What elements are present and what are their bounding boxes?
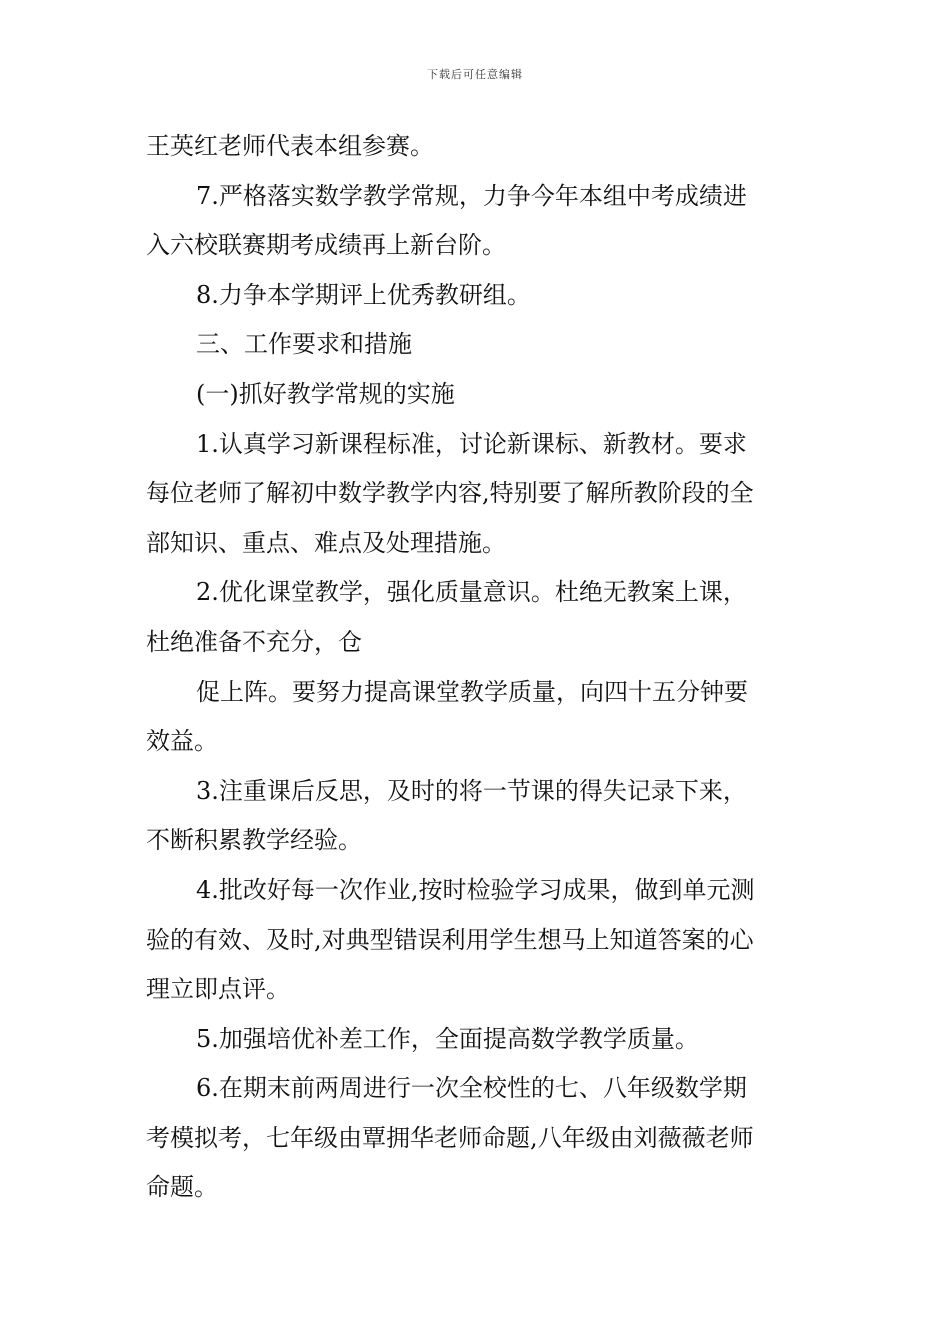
document-line: 命题。	[146, 1173, 218, 1202]
document-line: 效益。	[146, 727, 218, 756]
document-line: 5.加强培优补差工作，全面提高数学教学质量。	[196, 1024, 699, 1053]
document-line: 6.在期末前两周进行一次全校性的七、八年级数学期	[196, 1074, 747, 1103]
document-line: 8.力争本学期评上优秀教研组。	[196, 280, 531, 309]
document-line: 验的有效、及时,对典型错误利用学生想马上知道答案的心	[146, 925, 754, 954]
document-line: 每位老师了解初中数学教学内容,特别要了解所教阶段的全	[146, 479, 754, 508]
document-line: (一)抓好教学常规的实施	[196, 379, 455, 408]
document-line: 三、工作要求和措施	[196, 330, 412, 359]
document-line: 2.优化课堂教学，强化质量意识。杜绝无教案上课，	[196, 578, 747, 607]
document-line: 3.注重课后反思，及时的将一节课的得失记录下来，	[196, 776, 747, 805]
document-body	[146, 122, 816, 1213]
page-header: 下载后可任意编辑	[427, 68, 523, 81]
document-line: 4.批改好每一次作业,按时检验学习成果，做到单元测	[196, 875, 755, 904]
document-line: 入六校联赛期考成绩再上新台阶。	[146, 231, 506, 260]
document-line: 考模拟考，七年级由覃拥华老师命题,八年级由刘薇薇老师	[146, 1123, 754, 1152]
document-line: 1.认真学习新课程标准，讨论新课标、新教材。要求	[196, 429, 747, 458]
document-line: 促上阵。要努力提高课堂教学质量，向四十五分钟要	[196, 677, 748, 706]
document-line: 王英红老师代表本组参赛。	[146, 132, 434, 160]
document-line: 杜绝准备不充分，仓	[146, 627, 362, 656]
document-line: 部知识、重点、难点及处理措施。	[146, 528, 506, 557]
document-line: 不断积累教学经验。	[146, 826, 362, 855]
document-line: 理立即点评。	[146, 975, 290, 1004]
document-line: 7.严格落实数学教学常规，力争今年本组中考成绩进	[196, 181, 747, 210]
